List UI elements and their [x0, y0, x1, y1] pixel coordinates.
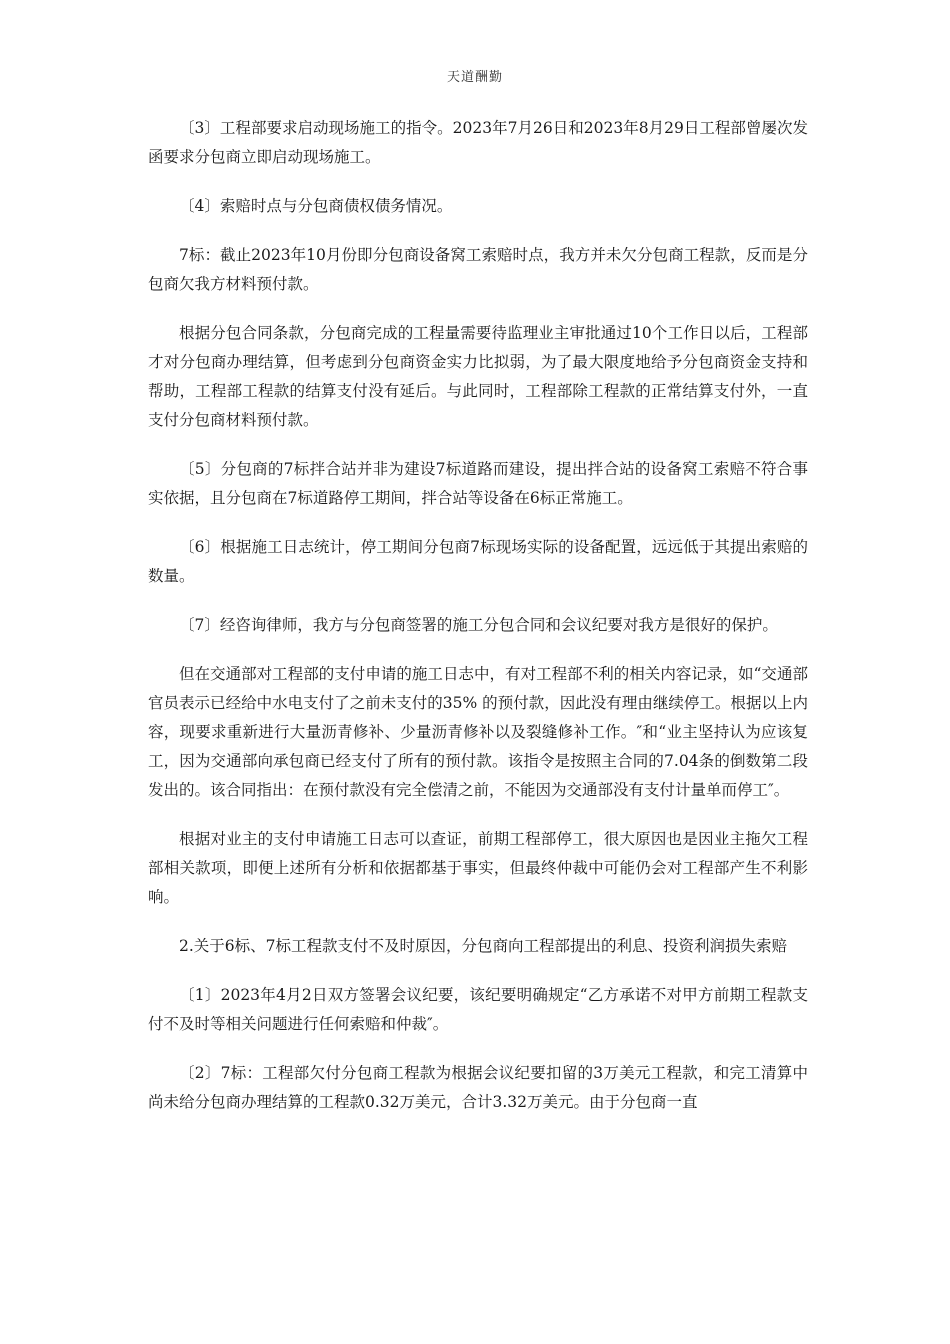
document-body — [148, 114, 808, 1117]
paragraph: 根据对业主的支付申请施工日志可以查证，前期工程部停工，很大原因也是因业主拖欠工程部相关款项，即便上述所有分析和依据都基于事实，但最终仲裁中可能仍会对工程部产生不利影响。 — [148, 830, 808, 906]
paragraph: 〔6〕根据施工日志统计，停工期间分包商7标现场实际的设备配置，远远低于其提出索赔的数量。 — [148, 538, 808, 585]
paragraph: 〔1〕2023年4月2日双方签署会议纪要，该纪要明确规定“乙方承诺不对甲方前期工程款支付不及时等相关问题进行任何索赔和仲裁″。 — [148, 986, 808, 1033]
paragraph: 〔5〕分包商的7标拌合站并非为建设7标道路而建设，提出拌合站的设备窝工索赔不符合事实依据，且分包商在7标道路停工期间，拌合站等设备在6标正常施工。 — [148, 460, 808, 507]
page-header: 天道酬勤 — [446, 70, 503, 85]
paragraph: 〔2〕7标：工程部欠付分包商工程款为根据会议纪要扣留的3万美元工程款，和完工清算中尚未给分包商办理结算的工程款0.32万美元，合计3.32万美元。由于分包商一直 — [148, 1064, 808, 1111]
section-heading-paragraph: 2.关于6标、7标工程款支付不及时原因，分包商向工程部提出的利息、投资利润损失索赔 — [179, 937, 788, 955]
paragraph: 〔4〕索赔时点与分包商债权债务情况。 — [179, 197, 453, 215]
paragraph: 〔7〕经咨询律师，我方与分包商签署的施工分包合同和会议纪要对我方是很好的保护。 — [179, 616, 778, 634]
paragraph: 根据分包合同条款，分包商完成的工程量需要待监理业主审批通过10个工作日以后，工程部才对分包商办理结算，但考虑到分包商资金实力比拟弱，为了最大限度地给予分包商资金支持和帮助，工程部工程款的结算支付没有延后。与此同时，工程部除工程款的正常结算支付外，一直支付分包商材料预付款。 — [148, 324, 808, 429]
paragraph: 〔3〕工程部要求启动现场施工的指令。2023年7月26日和2023年8月29日工程部曾屡次发函要求分包商立即启动现场施工。 — [148, 119, 808, 166]
paragraph: 7标：截止2023年10月份即分包商设备窝工索赔时点，我方并未欠分包商工程款，反而是分包商欠我方材料预付款。 — [148, 246, 808, 293]
paragraph: 但在交通部对工程部的支付申请的施工日志中，有对工程部不利的相关内容记录，如“交通部官员表示已经给中水电支付了之前未支付的35% 的预付款，因此没有理由继续停工。根据以上内容，现要求重新进行大量沥青修补、少量沥青修补以及裂缝修补工作。″和“业主坚持认为应该复工，因为交通部向承包商已经支付了所有的预付款。该指令是按照主合同的7.04条的倒数第二段发出的。该合同指出：在预付款没有完全偿清之前，不能因为交通部没有支付计量单而停工″。 — [148, 665, 808, 799]
